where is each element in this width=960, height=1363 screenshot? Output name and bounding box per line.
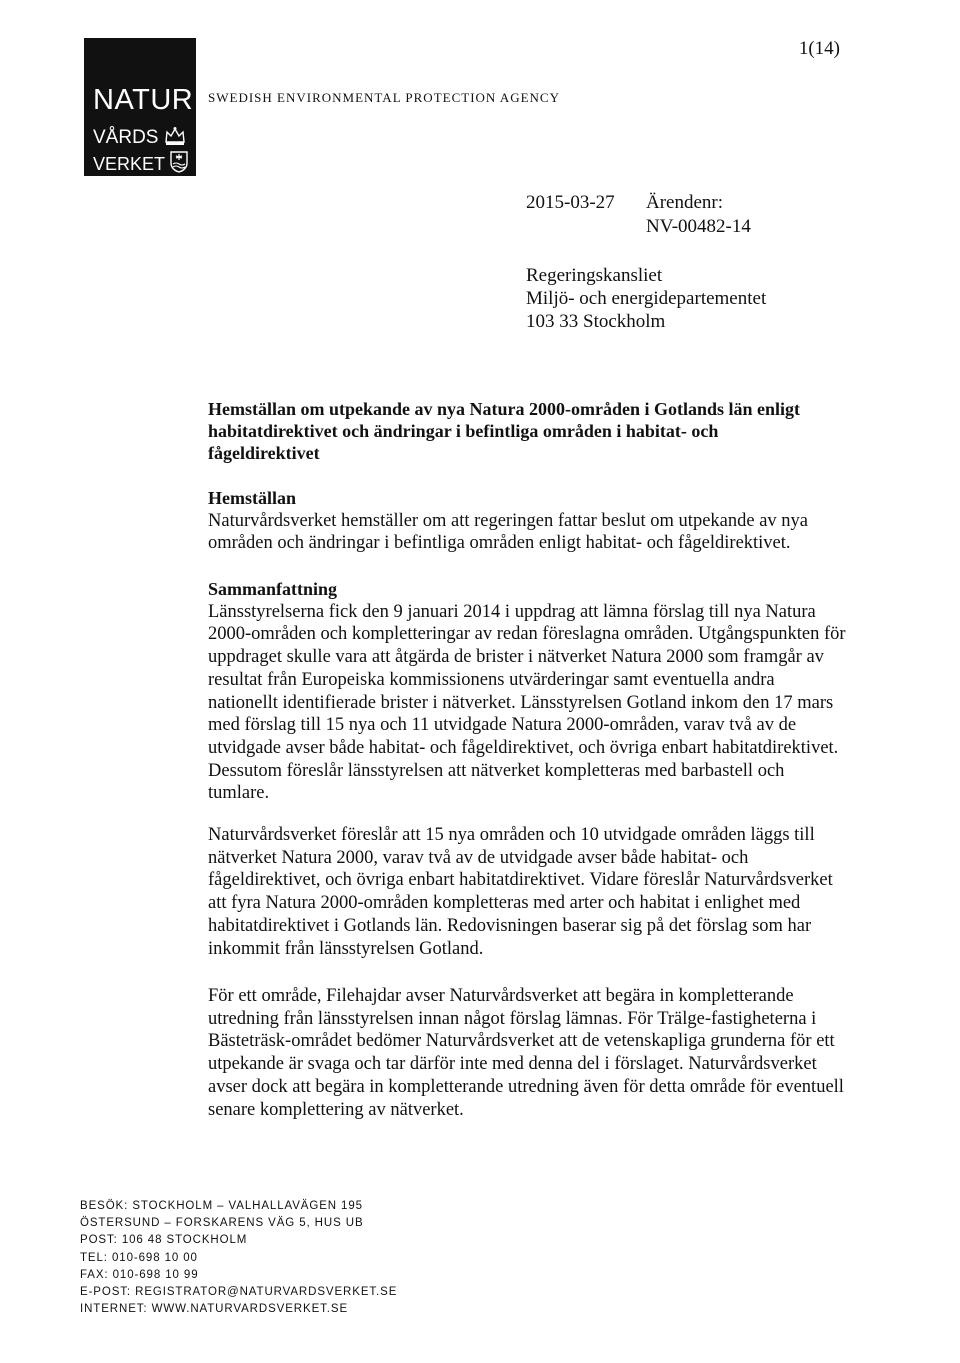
paragraph-text: För ett område, Filehajdar avser Naturvårdsverket att begära in kompletterande utredning från länsstyrelsen innan något förslag lämnas. För Trälge-fastigheterna i Bästeträsk-området bedömer Naturvårdsverket att de vetenskapliga grunderna för ett utpekande är svaga och tar därför inte med denna del i förslaget. Naturvårdsverket avser dock att begära in kompletterande utredning även för detta område för eventuell senare komplettering av nätverket. xyxy=(208,986,844,1120)
recipient-address xyxy=(526,264,766,333)
footer-phone: TEL: 010-698 10 00 xyxy=(80,1251,198,1264)
page-number: 1(14) xyxy=(798,38,840,59)
logo-line-3: VERKET xyxy=(93,154,166,174)
section-sammanfattning xyxy=(208,578,848,805)
case-number: NV-00482-14 xyxy=(646,216,751,237)
contact-footer xyxy=(80,1198,397,1318)
footer-website: INTERNET: WWW.NATURVARDSVERKET.SE xyxy=(80,1303,349,1316)
shield-icon xyxy=(170,151,188,173)
recipient-line: Miljö- och energidepartementet xyxy=(526,288,767,309)
section-hemstallan xyxy=(208,487,848,555)
recipient-line: 103 33 Stockholm xyxy=(526,311,666,332)
section-heading: Hemställan xyxy=(208,488,296,508)
footer-postal-address: POST: 106 48 STOCKHOLM xyxy=(80,1234,248,1247)
section-text: Länsstyrelserna fick den 9 januari 2014 i uppdrag att lämna förslag till nya Natura 2000-områden och kompletteringar av redan föreslagna områden. Utgångspunkten för uppdraget skulle vara att åtgärda de brister i nätverket Natura 2000 som framgår av resultat från Europeiska kommissionens utvärderingar samt eventuella andra nationellt identifierade brister i nätverket. Länsstyrelsen Gotland inkom den 17 mars med förslag till 15 nya och 11 utvidgade Natura 2000-områden, varav två av de utvidgade avser både habitat- och fågeldirektivet, och övriga enbart habitatdirektivet. Dessutom föreslår länsstyrelsen att nätverket kompletteras med barbastell och tumlare. xyxy=(208,601,846,804)
document-date: 2015-03-27 xyxy=(526,192,615,213)
footer-ostersund-address: ÖSTERSUND – FORSKARENS VÄG 5, HUS UB xyxy=(80,1217,364,1230)
footer-visit-address: BESÖK: STOCKHOLM – VALHALLAVÄGEN 195 xyxy=(80,1200,363,1212)
logo-line-1: NATUR xyxy=(93,84,194,116)
footer-email: E-POST: REGISTRATOR@NATURVARDSVERKET.SE xyxy=(80,1286,398,1299)
body-paragraph xyxy=(208,985,848,1121)
agency-name: SWEDISH ENVIRONMENTAL PROTECTION AGENCY xyxy=(208,90,560,105)
logo-line-2: VÅRDS xyxy=(93,127,159,148)
section-text: Naturvårdsverket hemställer om att regeringen fattar beslut om utpekande av nya områden och ändringar i befintliga områden enligt habitat- och fågeldirektivet. xyxy=(208,510,808,554)
case-number-label: Ärendenr: xyxy=(646,192,724,213)
section-heading: Sammanfattning xyxy=(208,579,338,599)
agency-logo xyxy=(84,38,196,176)
paragraph-text: Naturvårdsverket föreslår att 15 nya områden och 10 utvidgade områden läggs till nätverket Natura 2000, varav två av de utvidgade avser både habitat- och fågeldirektivet, och övriga enbart habitatdirektivet. Vidare föreslår Naturvårdsverket att fyra Natura 2000-områden kompletteras med arter och habitat i enlighet med habitatdirektivet i Gotlands län. Redovisningen baserar sig på det förslag som har inkommit från länsstyrelsen Gotland. xyxy=(208,825,833,959)
document-title: Hemställan om utpekande av nya Natura 2000-områden i Gotlands län enligt habitatdirektivet och ändringar i befintliga områden i habitat- och fågeldirektivet xyxy=(208,399,801,463)
crown-icon xyxy=(164,126,186,146)
recipient-line: Regeringskansliet xyxy=(526,265,663,286)
footer-fax: FAX: 010-698 10 99 xyxy=(80,1268,199,1281)
body-paragraph xyxy=(208,824,848,960)
